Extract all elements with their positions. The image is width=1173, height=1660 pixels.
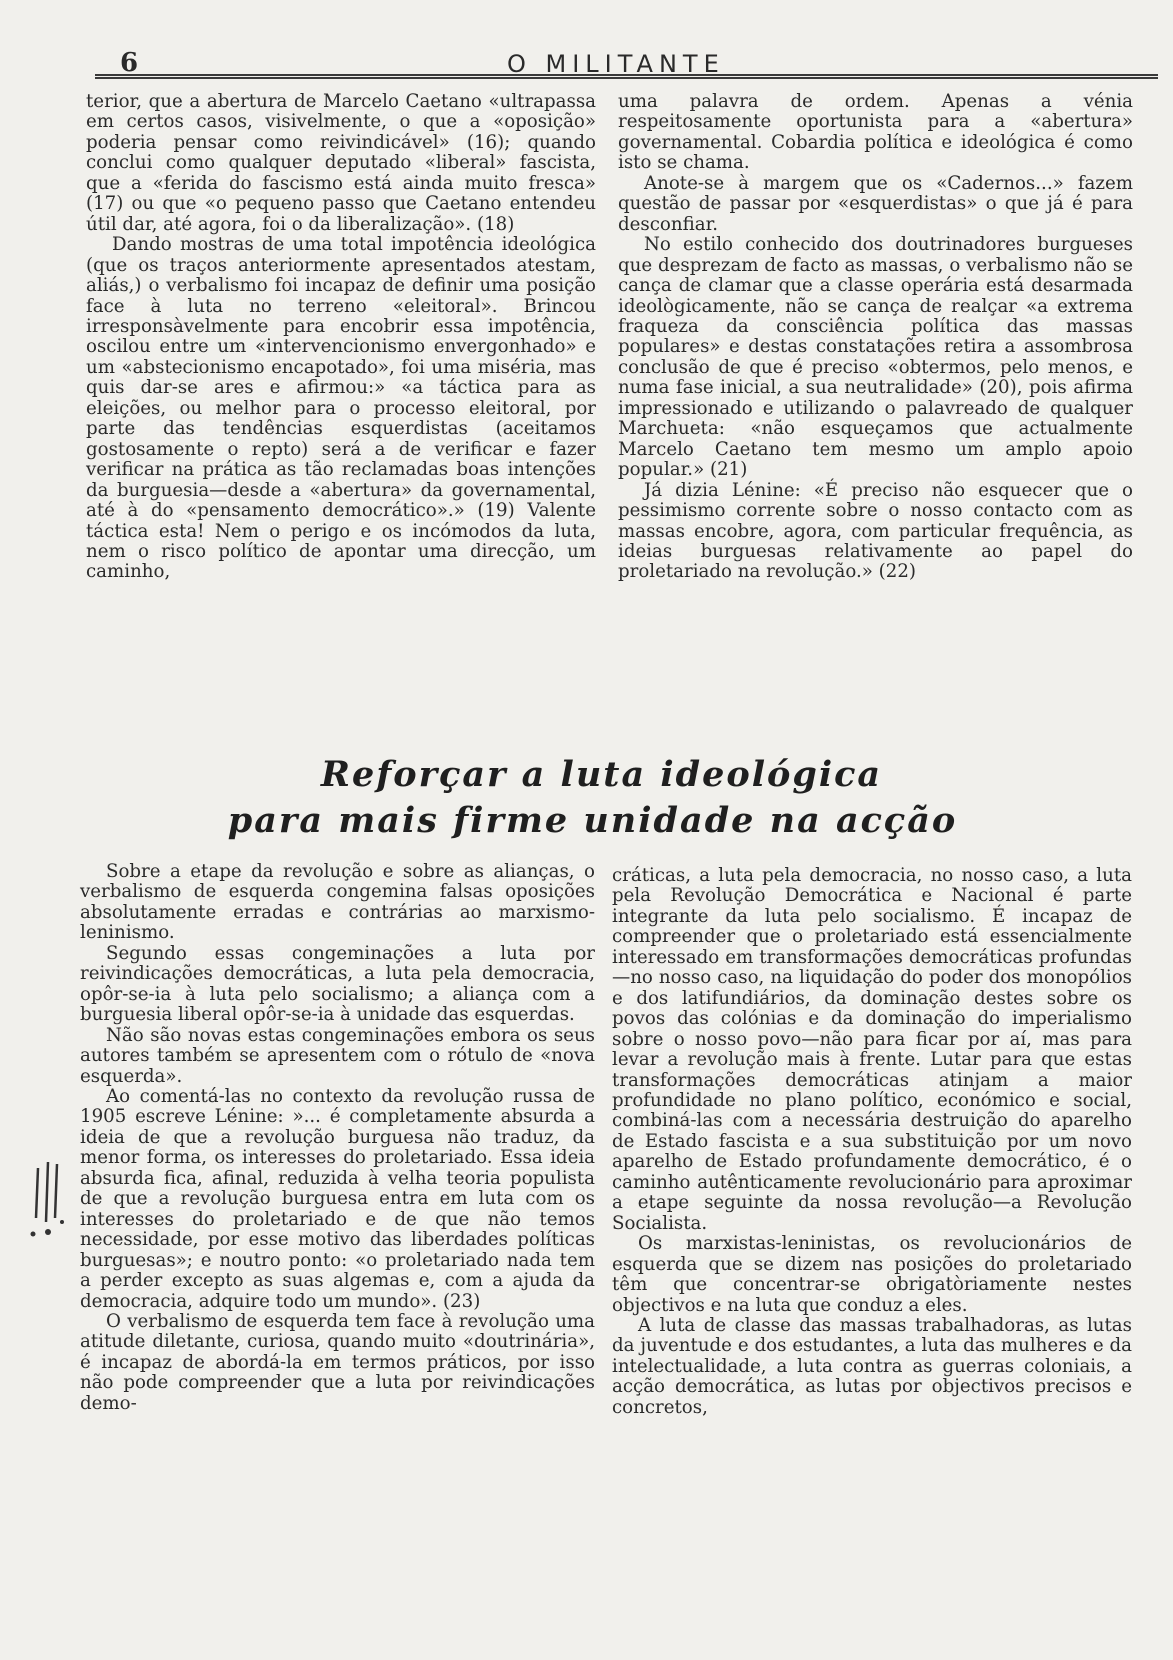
headline-line-2: para mais firme unidade na acção: [227, 800, 958, 841]
paragraph: cráticas, a luta pela democracia, no nosso caso, a luta pela Revolução Democrática e Nacional é parte integrante da luta pelo socialismo. É incapaz de compreender que o proletariado está essencialmente interessado em transformações democráticas profundas—no nosso caso, na liquidação do poder dos monopólios e dos latifundiários, da dominação destes sobre os povos das colónias e da dominação do imperialismo sobre o nosso povo—não para ficar por aí, mas para levar a revolução mais à frente. Lutar para que estas transformações democráticas atinjam a maior profundidade no plano político, económico e social, combiná-las com a necessária destruição do aparelho de Estado fascista e a sua substituição por um novo aparelho de Estado profundamente democrático, é o caminho autênticamente revolucionário para aproximar a etape seguinte da nossa revolução—a Revolução Socialista.: [612, 865, 1132, 1234]
paragraph: Os marxistas-leninistas, os revolucionários de esquerda que se dizem nas posições do proletariado têm que concentrar-se obrigatòriamente nestes objectivos e na luta que conduz a eles.: [612, 1233, 1132, 1316]
paragraph: terior, que a abertura de Marcelo Caetano «ultrapassa em certos casos, visivelmente, o que a «oposição» poderia pensar como reivindicável» (16); quando conclui como qualquer deputado «liberal» fascista, que a «ferida do fascismo está ainda muito fresca» (17) ou que «o pequeno passo que Caetano entendeu útil dar, até agora, foi o da liberalização». (18): [86, 91, 596, 235]
header-rule: [95, 74, 1158, 79]
paragraph: Segundo essas congeminações a luta por reivindicações democráticas, a luta pela democracia, opôr-se-ia à luta pelo socialismo; a aliança com a burguesia liberal opôr-se-ia à unidade das esquerdas.: [80, 942, 595, 1026]
article-headline: [0, 752, 1173, 844]
paragraph: A luta de classe das massas trabalhadoras, as lutas da juventude e dos estudantes, a luta das mulheres e da intelectualidade, a luta contra as guerras coloniais, a acção democrática, as lutas por objectivos precisos e concretos,: [612, 1314, 1132, 1418]
column-top-left: [86, 92, 596, 583]
page-number: 6: [120, 48, 139, 78]
column-bottom-right: [612, 866, 1132, 1418]
paragraph: uma palavra de ordem. Apenas a vénia respeitosamente oportunista para a «abertura» governamental. Cobardia política e ideológica é como isto se chama.: [618, 91, 1133, 174]
column-top-right: [618, 92, 1133, 583]
paragraph: Sobre a etape da revolução e sobre as alianças, o verbalismo de esquerda congemina falsas oposições absolutamente erradas e contrárias ao marxismo-leninismo.: [80, 861, 595, 944]
journal-title: O MILITANTE: [507, 50, 725, 78]
paragraph: O verbalismo de esquerda tem face à revolução uma atitude diletante, curiosa, quando muito «doutrinária», é incapaz de abordá-la em termos práticos, por isso não pode compreender que a luta por reivindicações demo-: [80, 1310, 595, 1414]
paragraph: Não são novas estas congeminações embora os seus autores também se apresentem com o rótulo de «nova esquerda».: [80, 1024, 595, 1087]
paragraph: Dando mostras de uma total impotência ideológica (que os traços anteriormente apresentados atestam, aliás,) o verbalismo foi incapaz de definir uma posição face à luta no terreno «eleitoral». Brincou irresponsàvelmente para encobrir essa impotência, oscilou entre um «intervencionismo envergonhado» e um «abstecionismo encapotado», foi uma miséria, mas quis dar-se ares e afirmou:» «a táctica para as eleições, ou melhor para o processo eleitoral, por parte das tendências esquerdistas (aceitamos gostosamente o repto) será a de verificar e fazer verificar na prática as tão reclamadas boas intenções da burguesia—desde a «abertura» da governamental, até à do «pensamento democrático».» (19) Valente táctica esta! Nem o perigo e os incómodos da luta, nem o risco político de apontar uma direcção, um caminho,: [86, 234, 596, 583]
paragraph: No estilo conhecido dos doutrinadores burgueses que desprezam de facto as massas, o verbalismo não se cança de clamar que a classe operária está desarmada ideològicamente, não se cança de realçar «a extrema fraqueza da consciência política das massas populares» e destas constatações retira a assombrosa conclusão de que é preciso «obtermos, pelo menos, e numa fase inicial, a sua neutralidade» (20), pois afirma impressionado e utilizando o palavreado de qualquer Marchueta: «não esqueçamos que actualmente Marcelo Caetano tem mesmo um amplo apoio popular.» (21): [618, 234, 1133, 481]
paragraph: Ao comentá-las no contexto da revolução russa de 1905 escreve Lénine: »... é completamente absurda a ideia de que a revolução burguesa não traduz, da menor forma, os interesses do proletariado. Essa ideia absurda fica, afinal, reduzida à velha teoria populista de que a revolução burguesa entra em luta com os interesses do proletariado e de que não temos necessidade, por esse motivo das liberdades políticas burguesas»; e noutro ponto: «o proletariado nada tem a perder excepto as suas algemas e, com a ajuda da democracia, adquire todo um mundo». (23): [80, 1085, 595, 1312]
column-bottom-left: [80, 862, 595, 1414]
paragraph: Já dizia Lénine: «É preciso não esquecer que o pessimismo corrente sobre o nosso contacto com as massas encobre, agora, com particular frequência, as ideias burguesas relativamente ao papel do proletariado na revolução.» (22): [618, 479, 1133, 583]
headline-line-1: Reforçar a luta ideológica: [320, 754, 883, 795]
paragraph: Anote-se à margem que os «Cadernos...» fazem questão de passar por «esquerdistas» o que já é para desconfiar.: [618, 172, 1133, 235]
margin-mark-icon: [24, 1160, 66, 1240]
